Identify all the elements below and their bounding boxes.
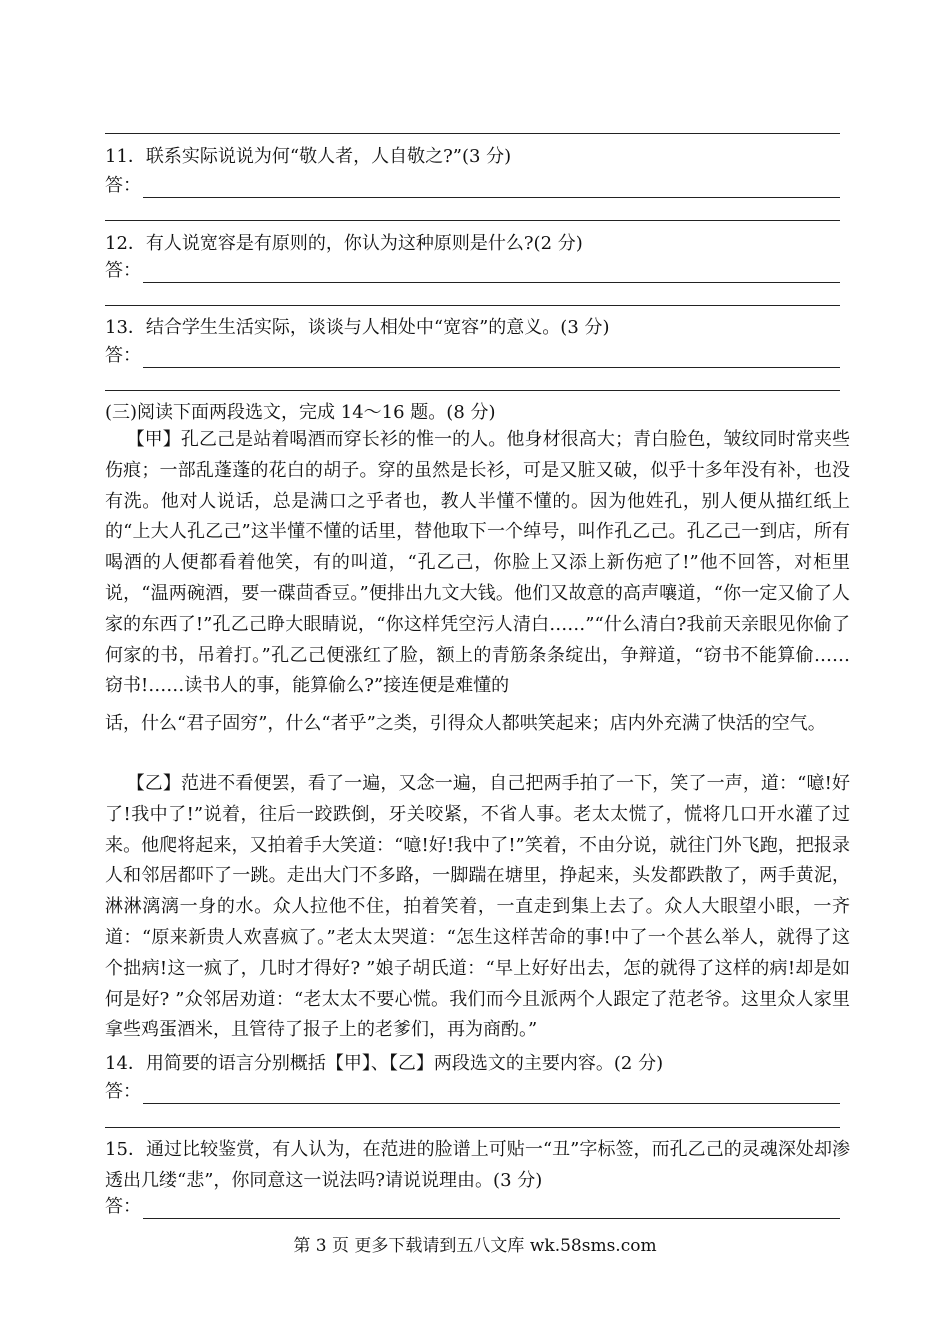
question-14: 14．用简要的语言分别概括【甲】、【乙】两段选文的主要内容。(2 分) (105, 1053, 664, 1074)
answer-label: 答： (105, 1196, 141, 1217)
answer-row-12 (105, 259, 840, 283)
answer-line (105, 390, 840, 391)
answer-blank[interactable] (143, 179, 840, 198)
answer-blank[interactable] (143, 1200, 840, 1219)
answer-row-13 (105, 344, 840, 368)
answer-blank[interactable] (143, 349, 840, 368)
page-footer: 第 3 页 更多下载请到五八文库 wk.58sms.com (293, 1236, 657, 1256)
passage-a-continued: 话，什么“君子固穷”，什么“者乎”之类，引得众人都哄笑起来；店内外充满了快活的空气。 (105, 713, 826, 734)
question-11: 11．联系实际说说为何“敬人者，人自敬之?”(3 分) (105, 146, 512, 167)
question-12: 12．有人说宽容是有原则的，你认为这种原则是什么?(2 分) (105, 233, 583, 254)
answer-blank[interactable] (143, 264, 840, 283)
question-15: 15．通过比较鉴赏，有人认为，在范进的脸谱上可贴一“丑”字标签，而孔乙己的灵魂深处却渗透出几缕“悲”，你同意这一说法吗?请说说理由。(3 分) (105, 1139, 850, 1191)
answer-label: 答： (105, 260, 141, 281)
answer-line (105, 133, 840, 134)
answer-blank[interactable] (143, 1085, 840, 1104)
passage-a: 【甲】孔乙己是站着喝酒而穿长衫的惟一的人。他身材很高大；青白脸色，皱纹同时常夹些伤痕；一部乱蓬蓬的花白的胡子。穿的虽然是长衫，可是又脏又破，似乎十多年没有补，也没有洗。他对人说话，总是满口之乎者也，教人半懂不懂的。因为他姓孔，别人便从描红纸上的“上大人孔乙己”这半懂不懂的话里，替他取下一个绰号，叫作孔乙己。孔乙己一到店，所有喝酒的人便都看着他笑，有的叫道，“孔乙己，你脸上又添上新伤疤了!”他不回答，对柜里说，“温两碗酒，要一碟茴香豆。”便排出九文大钱。他们又故意的高声嚷道，“你一定又偷了人家的东西了!”孔乙己睁大眼睛说，“你这样凭空污人清白……”“什么清白?我前天亲眼见你偷了何家的书，吊着打。”孔乙己便涨红了脸，额上的青筋条条绽出，争辩道，“窃书不能算偷……窃书!……读书人的事，能算偷么?”接连便是难懂的 (105, 429, 850, 697)
answer-line (105, 305, 840, 306)
answer-line (105, 1127, 840, 1128)
question-13: 13．结合学生生活实际，谈谈与人相处中“宽容”的意义。(3 分) (105, 317, 610, 338)
section-3-intro: (三)阅读下面两段选文，完成 14～16 题。(8 分) (105, 402, 496, 423)
passage-b: 【乙】范进不看便罢，看了一遍，又念一遍，自己把两手拍了一下，笑了一声，道：“噫!好了!我中了!”说着，往后一跤跌倒，牙关咬紧，不省人事。老太太慌了，慌将几口开水灌了过来。他爬将起来，又拍着手大笑道：“噫!好!我中了!”笑着，不由分说，就往门外飞跑，把报录人和邻居都吓了一跳。走出大门不多路，一脚踹在塘里，挣起来，头发都跌散了，两手黄泥，淋淋漓漓一身的水。众人拉他不住，拍着笑着，一直走到集上去了。众人大眼望小眼，一齐道：“原来新贵人欢喜疯了。”老太太哭道：“怎生这样苦命的事!中了一个甚么举人，就得了这个拙病!这一疯了，几时才得好? ”娘子胡氏道：“早上好好出去，怎的就得了这样的病!却是如何是好? ”众邻居劝道：“老太太不要心慌。我们而今且派两个人跟定了范老爷。这里众人家里拿些鸡蛋酒米，且管待了报子上的老爹们，再为商酌。” (105, 773, 850, 1041)
answer-label: 答： (105, 175, 141, 196)
answer-label: 答： (105, 1081, 141, 1102)
answer-label: 答： (105, 345, 141, 366)
answer-row-14 (105, 1080, 840, 1104)
answer-row-15 (105, 1195, 840, 1219)
answer-line (105, 220, 840, 221)
answer-row-11 (105, 174, 840, 198)
